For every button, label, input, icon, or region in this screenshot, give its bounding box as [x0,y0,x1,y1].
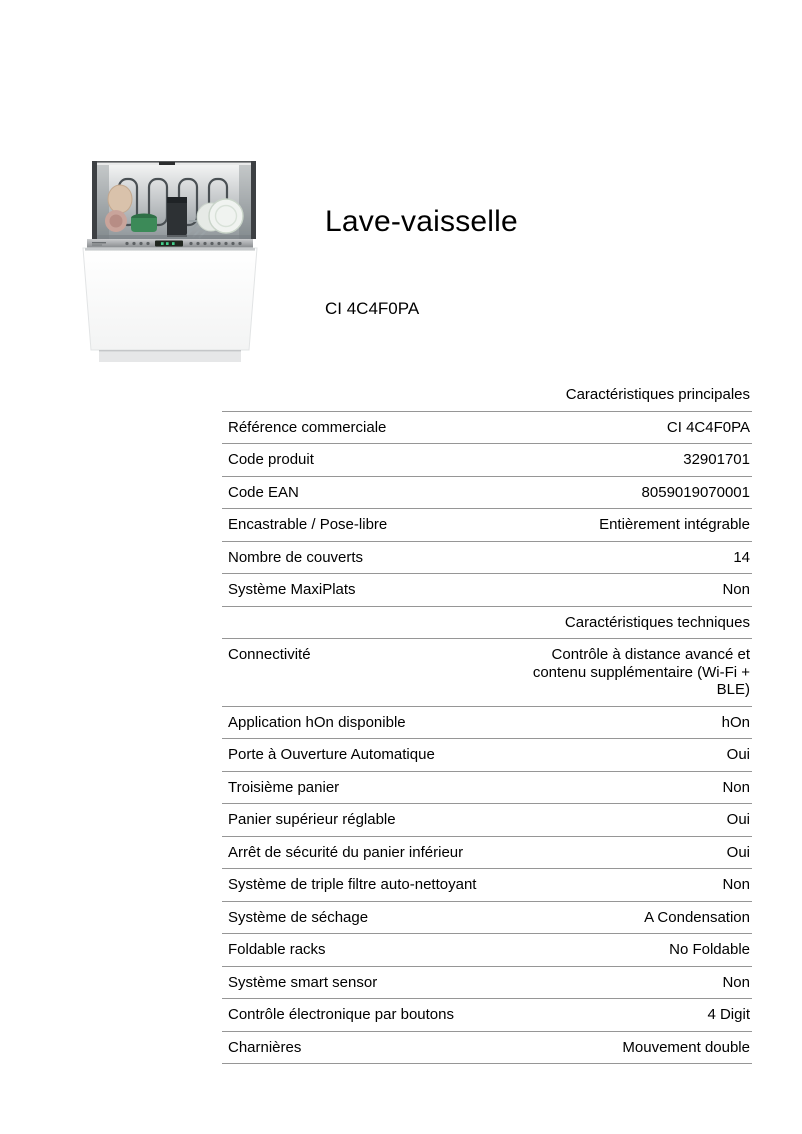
plinth-edge [99,350,241,351]
spec-label: Contrôle électronique par boutons [228,1006,454,1023]
spec-row [222,1032,752,1065]
display [155,241,183,247]
section-header: Caractéristiques techniques [222,607,752,640]
spec-row [222,837,752,870]
spec-label: Système MaxiPlats [228,581,356,598]
spec-value: hOn [721,713,750,731]
brand-logo [92,242,106,243]
product-image [75,159,265,365]
spec-row [222,412,752,445]
spec-row [222,477,752,510]
spec-value: 14 [733,548,750,566]
spec-row [222,934,752,967]
beige-cup [108,185,132,213]
spec-value: Oui [726,746,750,763]
door-panel [83,248,257,350]
spec-value: Non [722,581,750,598]
spec-value: CI 4C4F0PA [666,418,750,436]
spec-value: Non [722,973,750,991]
spec-label: Connectivité [228,646,311,663]
spec-label: Application hOn disponible [228,713,406,731]
interior-bottom-shadow [97,235,251,239]
spec-label: Foldable racks [228,941,326,958]
spec-row [222,999,752,1032]
spec-row [222,967,752,1000]
spec-label: Système de triple filtre auto-nettoyant [228,876,477,893]
side-pillar-right [251,161,256,239]
spec-row [222,639,752,707]
spec-value: Non [722,778,750,796]
spec-label: Porte à Ouverture Automatique [228,746,435,763]
spec-value: 32901701 [683,451,750,468]
green-bowl [131,218,157,232]
interior-shade-left [97,165,109,239]
page-title: Lave-vaisselle [325,205,518,238]
cutlery-basket-top [167,197,187,203]
spec-value: Oui [726,811,750,828]
door-top-shadow [85,248,255,251]
spec-row [222,772,752,805]
spec-label: Nombre de couverts [228,548,364,566]
brand-logo-sub [92,244,102,245]
spec-value: Oui [726,843,750,861]
spec-label: Code produit [228,451,314,468]
display-digits [161,242,175,245]
dishwasher-illustration [75,159,265,365]
side-pillar-left [92,161,97,239]
spec-row [222,902,752,935]
spec-value: Entièrement intégrable [599,516,750,533]
plinth [99,350,241,362]
spec-row [222,804,752,837]
spec-label: Code EAN [228,483,299,501]
spec-table [222,379,752,1064]
interior-shade-right [239,165,251,239]
spec-value: No Foldable [669,941,750,958]
spec-row [222,444,752,477]
section-header: Caractéristiques principales [222,379,752,412]
spec-label: Système smart sensor [228,973,378,991]
spec-label: Arrêt de sécurité du panier inférieur [228,843,464,861]
spec-value: Contrôle à distance avancé et contenu supplémentaire (Wi-Fi + BLE) [532,646,750,698]
spec-row [222,574,752,607]
spec-label: Système de séchage [228,908,369,926]
spec-value: 8059019070001 [641,483,750,501]
spec-row [222,509,752,542]
spec-row [222,707,752,740]
spec-label: Référence commerciale [228,418,387,436]
product-model: CI 4C4F0PA [325,299,420,318]
spec-label: Charnières [228,1038,302,1056]
pink-mug-inner [110,215,123,228]
spec-row [222,869,752,902]
spec-row [222,739,752,772]
spec-label: Encastrable / Pose-libre [228,516,388,533]
plate-front [209,199,243,233]
spec-label: Panier supérieur réglable [228,811,396,828]
spec-value: 4 Digit [707,1006,750,1023]
spec-value: Mouvement double [622,1038,750,1056]
spec-value: Non [722,876,750,893]
spec-row [222,542,752,575]
spec-label: Troisième panier [228,778,340,796]
spec-value: A Condensation [644,908,750,926]
